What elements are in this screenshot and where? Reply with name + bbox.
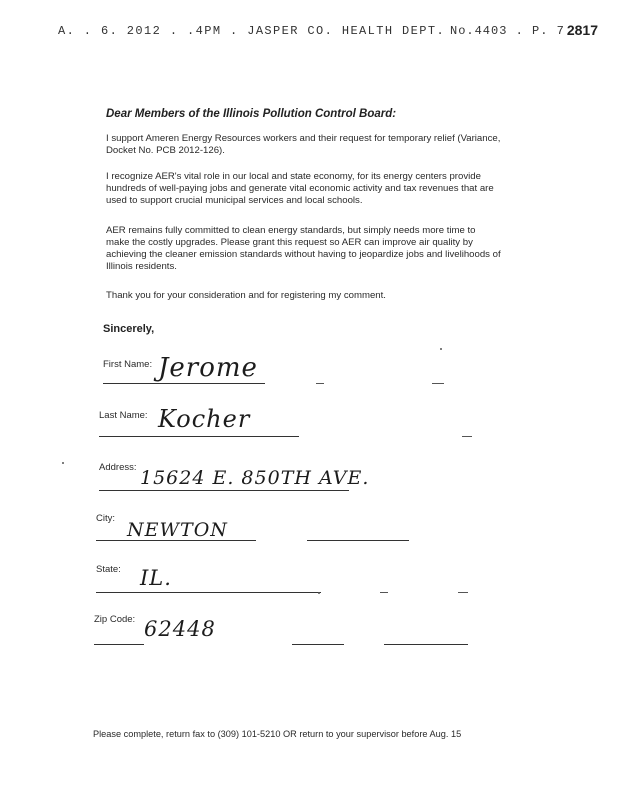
line-stub — [316, 383, 324, 384]
zip-code-line-extra-2 — [384, 644, 468, 645]
zip-code-line-extra — [292, 644, 344, 645]
state-line — [96, 592, 321, 593]
fax-header-page-info: No.4403 . P. 7 — [450, 24, 565, 38]
paragraph-support: I support Ameren Energy Resources workers and their request for temporary relief (Variance, Docket No. PCB 2012-126). — [106, 133, 501, 156]
letter-closing: Sincerely, — [103, 323, 155, 335]
fax-page-number: 2817 — [566, 22, 598, 38]
city-line — [96, 540, 256, 541]
last-name-handwritten: Kocher — [158, 405, 251, 433]
fax-speck — [318, 592, 320, 594]
first-name-handwritten: Jerome — [158, 353, 258, 383]
state-handwritten: IL. — [140, 566, 172, 590]
line-stub — [458, 592, 468, 593]
fax-header-sender: A. . 6. 2012 . .4PM . JASPER CO. HEALTH DEPT. — [58, 24, 446, 38]
line-stub — [462, 436, 472, 437]
paragraph-thanks: Thank you for your consideration and for registering my comment. — [106, 290, 386, 301]
paragraph-commitment: AER remains fully committed to clean energy standards, but simply needs more time to make the costly upgrades. Please grant this request so AER can improve air quality by achieving the cleaner emission standards without having to jeopardize jobs and livelihoods of Illinois residents. — [106, 225, 501, 272]
zip-code-handwritten: 62448 — [144, 617, 216, 641]
city-handwritten: NEWTON — [127, 519, 228, 541]
line-stub — [380, 592, 388, 593]
paragraph-economy: I recognize AER's vital role in our local and state economy, for its energy centers provide hundreds of well-paying jobs and generate vital economic activity and tax revenues that are used to support crucial municipal services and local schools. — [106, 171, 494, 206]
last-name-label: Last Name: — [99, 410, 148, 421]
address-label: Address: — [99, 462, 137, 473]
letter-salutation: Dear Members of the Illinois Pollution Control Board: — [106, 108, 397, 120]
fax-speck — [62, 462, 64, 464]
address-line — [99, 490, 349, 491]
first-name-label: First Name: — [103, 359, 153, 370]
address-handwritten: 15624 E. 850TH AVE. — [140, 467, 370, 489]
fax-speck — [440, 348, 442, 350]
zip-code-line — [94, 644, 144, 645]
city-label: City: — [96, 513, 115, 524]
zip-code-label: Zip Code: — [94, 614, 136, 625]
footer-instruction: Please complete, return fax to (309) 101-5210 OR return to your supervisor before Aug. 15 — [93, 729, 462, 739]
fax-header — [58, 22, 598, 42]
last-name-line — [99, 436, 299, 437]
city-line-extra — [307, 540, 409, 541]
line-stub — [432, 383, 444, 384]
state-label: State: — [96, 564, 121, 575]
first-name-line — [103, 383, 265, 384]
